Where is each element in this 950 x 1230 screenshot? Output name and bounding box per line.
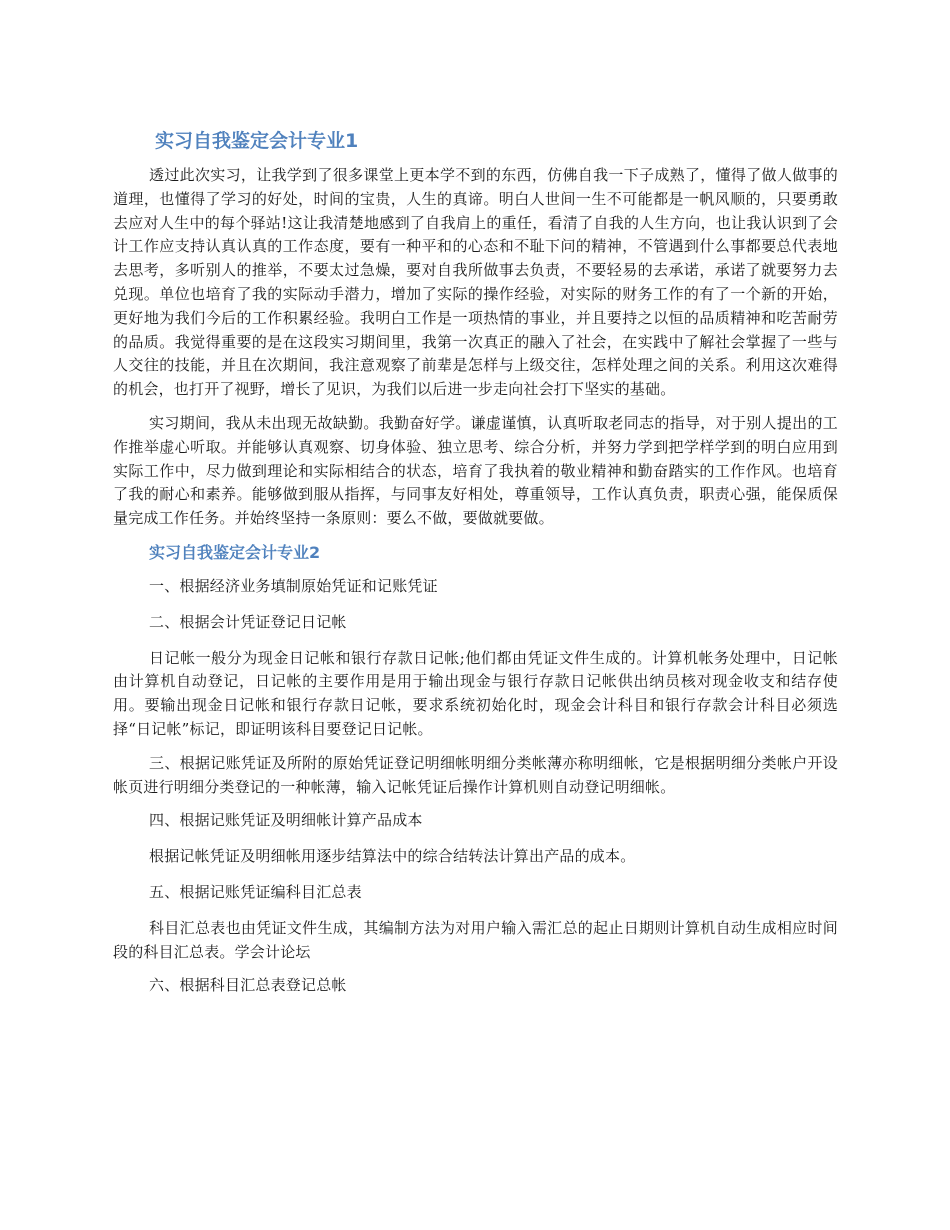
section-2-paragraph: 三、根据记账凭证及所附的原始凭证登记明细帐明细分类帐薄亦称明细帐，它是根据明细分类帐户开设帐页进行明细分类登记的一种帐薄，输入记帐凭证后操作计算机则自动登记明细帐。 bbox=[113, 753, 838, 796]
section-2-paragraph: 根据记帐凭证及明细帐用逐步结算法中的综合结转法计算出产品的成本。 bbox=[149, 847, 636, 866]
section-2-paragraph: 日记帐一般分为现金日记帐和银行存款日记帐;他们都由凭证文件生成的。计算机帐务处理中，日记帐由计算机自动登记，日记帐的主要作用是用于输出现金与银行存款日记帐供出纳员核对现金收支和结存使用。要输出现金日记帐和银行存款日记帐，要求系统初始化时，现金会计科目和银行存款会计科目必须选择“日记帐”标记，即证明该科目要登记日记帐。 bbox=[113, 648, 838, 738]
section-2-item-heading: 四、根据记账凭证及明细帐计算产品成本 bbox=[149, 811, 423, 830]
section-2-paragraph: 科目汇总表也由凭证文件生成，其编制方法为对用户输入需汇总的起止日期则计算机自动生成相应时间段的科目汇总表。学会计论坛 bbox=[113, 918, 838, 961]
document-body bbox=[113, 126, 838, 1010]
section-2-item-heading: 五、根据记账凭证编科目汇总表 bbox=[149, 882, 362, 901]
section-1-title: 实习自我鉴定会计专业1 bbox=[155, 130, 359, 152]
section-2-item-heading: 一、根据经济业务填制原始凭证和记账凭证 bbox=[149, 576, 438, 595]
section-1-paragraph: 透过此次实习，让我学到了很多课堂上更本学不到的东西，仿佛自我一下子成熟了，懂得了做人做事的道理，也懂得了学习的好处，时间的宝贵，人生的真谛。明白人世间一生不可能都是一帆风顺的，只要勇敢去应对人生中的每个驿站!这让我清楚地感到了自我肩上的重任，看清了自我的人生方向，也让我认识到了会计工作应支持认真认真的工作态度，要有一种平和的心态和不耻下问的精神，不管遇到什么事都要总代表地去思考，多听别人的推举，不要太过急燥，要对自我所做事去负责，不要轻易的去承诺，承诺了就要努力去兑现。单位也培育了我的实际动手潜力，增加了实际的操作经验，对实际的财务工作的有了一个新的开始，更好地为我们今后的工作积累经验。我明白工作是一项热情的事业，并且要持之以恒的品质精神和吃苦耐劳的品质。我觉得重要的是在这段实习期间里，我第一次真正的融入了社会，在实践中了解社会掌握了一些与人交往的技能，并且在次期间，我注意观察了前辈是怎样与上级交往，怎样处理之间的关系。利用这次难得的机会，也打开了视野，增长了见识，为我们以后进一步走向社会打下坚实的基础。 bbox=[113, 166, 838, 399]
section-1-paragraph: 实习期间，我从未出现无故缺勤。我勤奋好学。谦虚谨慎，认真听取老同志的指导，对于别人提出的工作推举虚心听取。并能够认真观察、切身体验、独立思考、综合分析，并努力学到把学样学到的明白应用到实际工作中，尽力做到理论和实际相结合的状态，培育了我执着的敬业精神和勤奋踏实的工作作风。也培育了我的耐心和素养。能够做到服从指挥，与同事友好相处，尊重领导，工作认真负责，职责心强，能保质保量完成工作任务。并始终坚持一条原则：要么不做，要做就要做。 bbox=[113, 413, 838, 528]
section-2-title: 实习自我鉴定会计专业2 bbox=[149, 542, 321, 562]
section-2-item-heading: 二、根据会计凭证登记日记帐 bbox=[149, 612, 347, 631]
section-2-item-heading: 六、根据科目汇总表登记总帐 bbox=[149, 976, 347, 995]
